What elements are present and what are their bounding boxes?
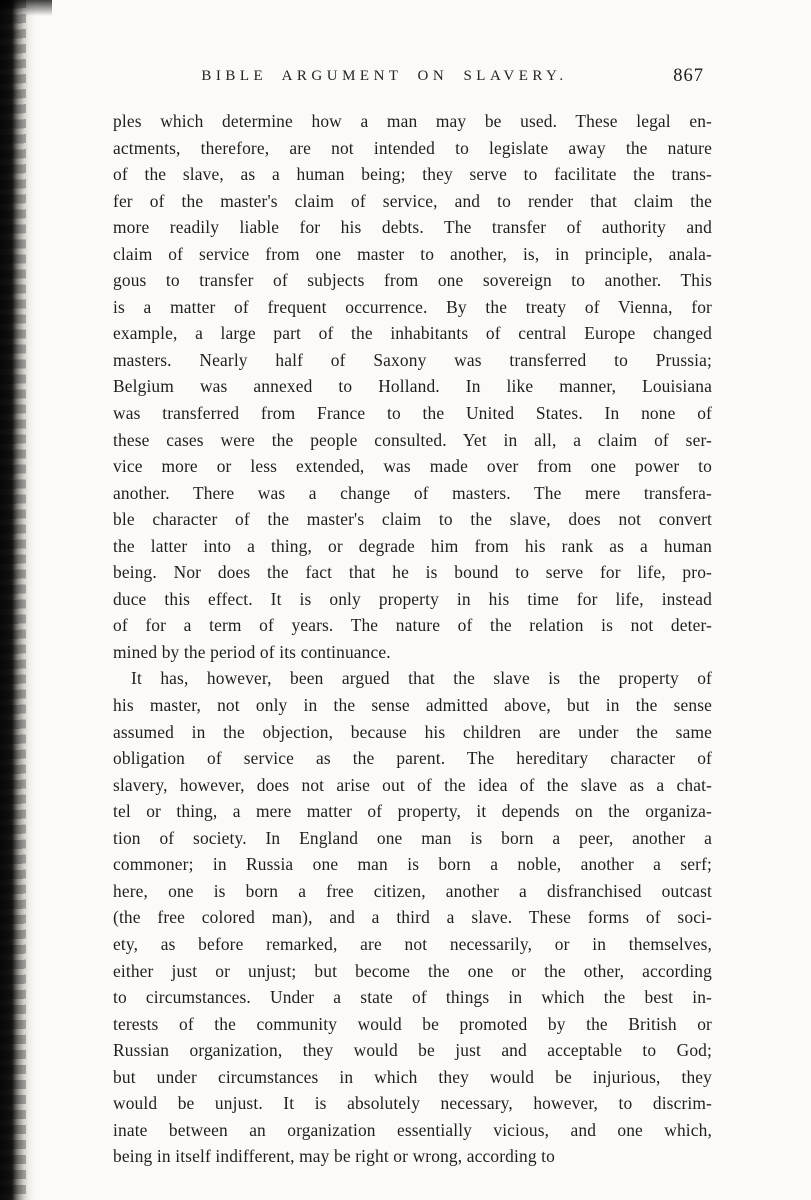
text-line: obligation of service as the parent. The hereditary character of [113,748,712,769]
text-line: ples which determine how a man may be used. These legal en- [113,111,712,131]
text-line: more readily liable for his debts. The transfer of authority and [113,217,712,238]
text-line: his master, not only in the sense admitted above, but in the sense [113,695,712,716]
text-line: being in itself indifferent, may be right or wrong, according to [113,1146,555,1167]
text-line: actments, therefore, are not intended to legislate away the nature [113,137,712,158]
paragraph [113,108,712,665]
text-line: duce this effect. It is only property in his time for life, instead [113,588,712,609]
text-line: masters. Nearly half of Saxony was transferred to Prussia; [113,349,712,370]
text-line: is a matter of frequent occurrence. By the treaty of Vienna, for [113,296,712,317]
text-line: assumed in the objection, because his children are under the same [113,721,712,742]
text-line: inate between an organization essentially vicious, and one which, [113,1119,712,1140]
text-line: was transferred from France to the United States. In none of [113,403,712,424]
text-line: would be unjust. It is absolutely necessary, however, to discrim- [113,1093,712,1114]
text-line: (the free colored man), and a third a slave. These forms of soci- [113,907,712,928]
text-line: another. There was a change of masters. The mere transfera- [113,482,712,503]
text-line: claim of service from one master to another, is, in principle, anala- [113,243,712,264]
text-line: mined by the period of its continuance. [113,641,391,662]
text-line: of for a term of years. The nature of the relation is not deter- [113,615,712,636]
text-line: to circumstances. Under a state of things in which the best in- [113,987,712,1008]
text-line: either just or unjust; but become the one or the other, according [113,960,712,981]
text-line: commoner; in Russia one man is born a noble, another a serf; [113,854,712,875]
page-body [113,108,712,1170]
binding-edge-artifact [0,0,36,1200]
page-number: 867 [673,66,704,86]
text-line: but under circumstances in which they would be injurious, they [113,1066,712,1087]
text-line: Russian organization, they would be just and acceptable to God; [113,1040,712,1061]
page-header [113,68,712,94]
text-line: tel or thing, a mere matter of property, it depends on the organiza- [113,801,712,822]
text-line: here, one is born a free citizen, another a disfranchised outcast [113,880,712,901]
text-line: terests of the community would be promoted by the British or [113,1013,712,1034]
text-line: vice more or less extended, was made over from one power to [113,456,712,477]
text-line: It has, however, been argued that the slave is the property of [131,668,712,689]
text-line: fer of the master's claim of service, and to render that claim the [113,190,712,211]
text-line: gous to transfer of subjects from one sovereign to another. This [113,270,712,291]
text-line: the latter into a thing, or degrade him from his rank as a human [113,535,712,556]
text-line: Belgium was annexed to Holland. In like manner, Louisiana [113,376,712,397]
text-line: slavery, however, does not arise out of the idea of the slave as a chat- [113,774,712,795]
text-line: of the slave, as a human being; they serve to facilitate the trans- [113,164,712,185]
paragraph [113,665,712,1169]
text-line: ety, as before remarked, are not necessarily, or in themselves, [113,933,712,954]
running-head-title: BIBLE ARGUMENT ON SLAVERY. [201,68,568,84]
text-line: tion of society. In England one man is born a peer, another a [113,827,712,848]
text-line: these cases were the people consulted. Yet in all, a claim of ser- [113,429,712,450]
text-line: being. Nor does the fact that he is bound to serve for life, pro- [113,562,712,583]
text-line: example, a large part of the inhabitants of central Europe changed [113,323,712,344]
text-line: ble character of the master's claim to the slave, does not convert [113,509,712,530]
